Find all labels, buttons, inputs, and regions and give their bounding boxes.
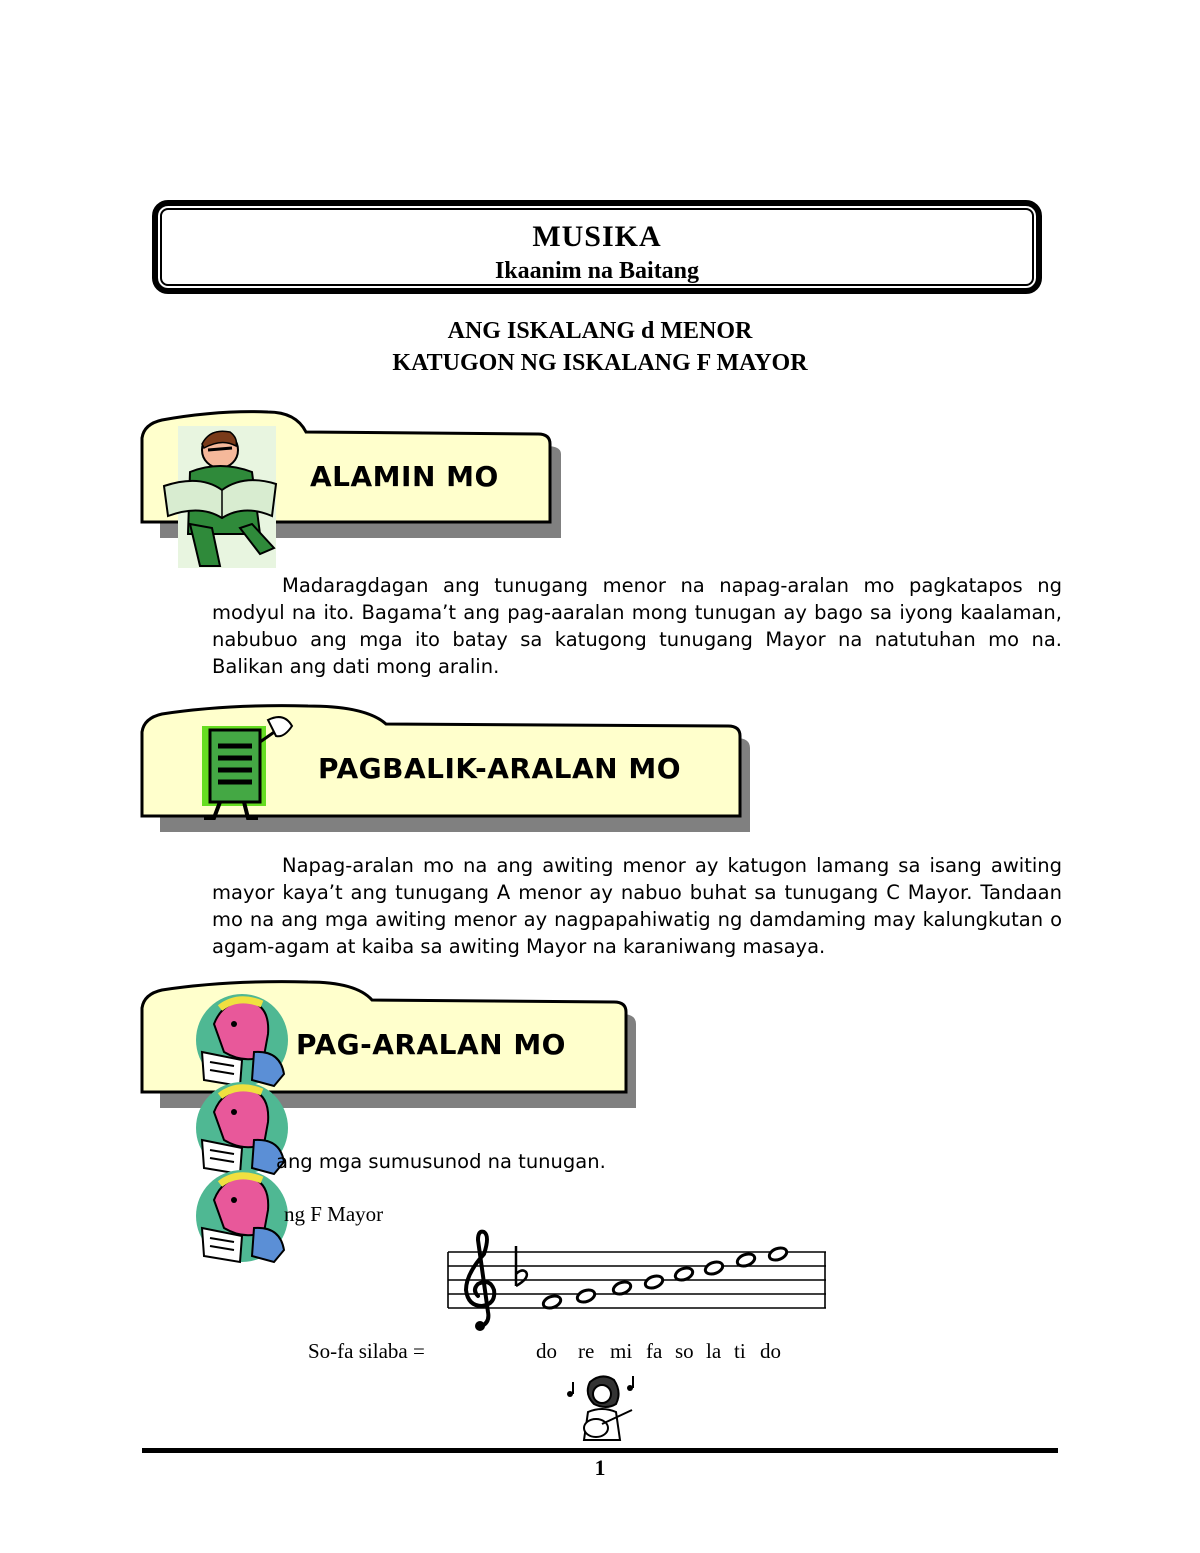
note-bflat — [644, 1274, 665, 1290]
lesson-title-line2: KATUGON NG ISKALANG F MAYOR — [392, 350, 808, 376]
note-f-high — [768, 1246, 789, 1262]
lesson-title-line1: ANG ISKALANG d MENOR — [447, 318, 753, 344]
pagaralan-line1: ang mga sumusunod na tunugan. — [276, 1150, 606, 1173]
scale-notes — [542, 1246, 789, 1310]
alamin-paragraph: Madaragdagan ang tunugang menor na napag-aralan mo pagkatapos ng modyul na ito. Bagama’t ang pag-aaralan mong tunugan ay bago sa iyong kaalaman, nabubuo ang mga ito batay sa katugong tunugang Mayor na natutuhan mo na. Balikan ang dati mong aralin. — [212, 574, 1062, 678]
sofa-syllable: ti — [734, 1339, 746, 1363]
singer-reading-icon-stack — [192, 994, 292, 1264]
sofa-syllable: fa — [646, 1339, 663, 1363]
scroll-character-icon — [198, 712, 298, 824]
page-subtitle: Ikaanim na Baitang — [494, 258, 700, 284]
singer-reading-icon — [196, 994, 288, 1086]
note-d — [704, 1260, 725, 1276]
note-g — [576, 1288, 597, 1304]
singer-with-guitar-icon — [562, 1372, 642, 1446]
sofa-syllable: so — [675, 1339, 694, 1363]
pagaralan-label: PAG-ARALAN MO — [296, 1028, 566, 1061]
sofa-syllable: mi — [610, 1339, 633, 1363]
singer-reading-icon — [196, 1082, 288, 1174]
sofa-syllable: do — [536, 1339, 557, 1363]
singer-reading-icon — [196, 1170, 288, 1262]
pagaralan-line2: ng F Mayor — [284, 1202, 384, 1226]
sofa-syllable: re — [578, 1339, 595, 1363]
pagbalik-paragraph: Napag-aralan mo na ang awiting menor ay katugon lamang sa isang awiting mayor kaya’t ang tunugang A menor ay nabuo buhat sa tunugang C Mayor. Tandaan mo na ang mga awiting menor ay nagpapahiwatig ng damdaming may kalungkutan o agam-agam at kaiba sa awiting Mayor na karaniwang masaya. — [212, 854, 1062, 958]
f-major-scale-staff — [444, 1226, 834, 1336]
alamin-label: ALAMIN MO — [310, 460, 499, 493]
sofa-syllable: la — [706, 1339, 722, 1363]
page-title: MUSIKA — [532, 220, 662, 253]
sofa-label: So-fa silaba = — [308, 1339, 425, 1363]
page-number: 1 — [594, 1455, 606, 1480]
title-box — [152, 200, 1042, 294]
pagbalik-label: PAGBALIK-ARALAN MO — [318, 752, 682, 785]
footer-rule — [142, 1448, 1058, 1453]
sofa-syllable: do — [760, 1339, 781, 1363]
reading-person-icon — [160, 424, 280, 570]
